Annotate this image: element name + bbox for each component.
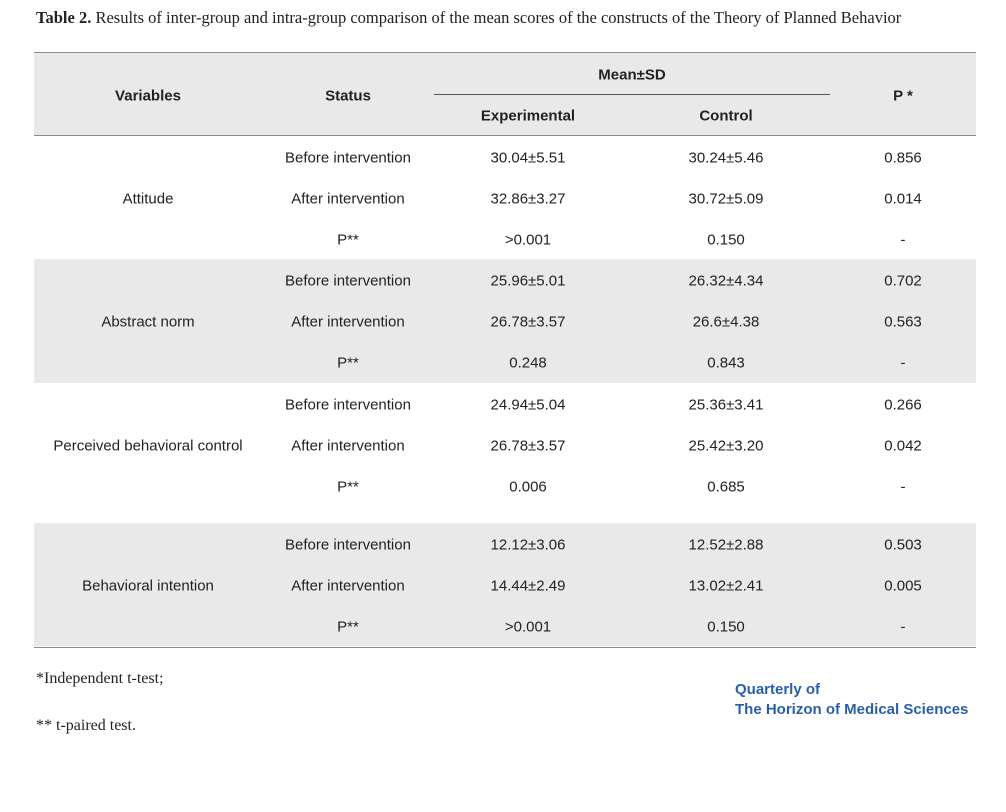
- variable-label: Attitude: [122, 190, 174, 208]
- control-cell: 0.685: [707, 478, 745, 496]
- header-status: Status: [325, 87, 371, 105]
- p-value-cell: 0.014: [884, 190, 922, 208]
- p-value-cell: -: [900, 618, 906, 636]
- p-value-cell: 0.563: [884, 313, 922, 331]
- p-value-cell: 0.266: [884, 396, 922, 414]
- status-cell: After intervention: [291, 313, 405, 331]
- status-cell: Before intervention: [285, 536, 411, 554]
- journal-line-2: The Horizon of Medical Sciences: [735, 701, 969, 718]
- status-cell: Before intervention: [285, 396, 411, 414]
- control-cell: 0.843: [707, 354, 745, 372]
- control-cell: 0.150: [707, 231, 745, 249]
- control-cell: 25.36±3.41: [688, 396, 764, 414]
- control-cell: 12.52±2.88: [688, 536, 764, 554]
- experimental-cell: 25.96±5.01: [490, 272, 566, 290]
- p-value-cell: -: [900, 354, 906, 372]
- variable-label: Perceived behavioral control: [53, 437, 243, 455]
- status-cell: P**: [337, 354, 359, 372]
- experimental-cell: >0.001: [504, 618, 552, 636]
- control-cell: 26.6±4.38: [692, 313, 760, 331]
- p-value-cell: 0.042: [884, 437, 922, 455]
- header-p: P *: [893, 87, 913, 105]
- caption-text: Results of inter-group and intra-group comparison of the mean scores of the constructs of the Theory of Planned Behavior: [91, 8, 902, 27]
- variable-label: Behavioral intention: [82, 577, 214, 595]
- footnote-independent: *Independent t-test;: [36, 670, 164, 687]
- experimental-cell: 26.78±3.57: [490, 313, 566, 331]
- status-cell: Before intervention: [285, 272, 411, 290]
- variable-label: Abstract norm: [101, 313, 195, 331]
- table-caption: [36, 8, 901, 28]
- footnote-paired: ** t-paired test.: [36, 717, 136, 734]
- control-cell: 25.42±3.20: [688, 437, 764, 455]
- header-variables: Variables: [115, 87, 181, 105]
- control-cell: 30.72±5.09: [688, 190, 764, 208]
- p-value-cell: 0.503: [884, 536, 922, 554]
- header-experimental: Experimental: [480, 107, 576, 125]
- control-cell: 13.02±2.41: [688, 577, 764, 595]
- status-cell: Before intervention: [285, 149, 411, 167]
- table-header: [34, 53, 976, 136]
- experimental-cell: 0.006: [509, 478, 547, 496]
- status-cell: P**: [337, 478, 359, 496]
- p-value-cell: 0.005: [884, 577, 922, 595]
- experimental-cell: 30.04±5.51: [490, 149, 566, 167]
- p-value-cell: 0.702: [884, 272, 922, 290]
- experimental-cell: 0.248: [509, 354, 547, 372]
- p-value-cell: 0.856: [884, 149, 922, 167]
- control-cell: 0.150: [707, 618, 745, 636]
- header-mean-sd: Mean±SD: [598, 66, 666, 84]
- control-cell: 30.24±5.46: [688, 149, 764, 167]
- control-cell: 26.32±4.34: [688, 272, 764, 290]
- results-table: [34, 52, 976, 648]
- p-value-cell: -: [900, 478, 906, 496]
- status-cell: After intervention: [291, 437, 405, 455]
- header-divider: [434, 94, 830, 95]
- experimental-cell: 32.86±3.27: [490, 190, 566, 208]
- status-cell: After intervention: [291, 190, 405, 208]
- header-control: Control: [699, 107, 753, 125]
- journal-logo: [735, 680, 968, 720]
- experimental-cell: 24.94±5.04: [490, 396, 566, 414]
- experimental-cell: 12.12±3.06: [490, 536, 566, 554]
- caption-label: Table 2.: [36, 8, 92, 27]
- status-cell: After intervention: [291, 577, 405, 595]
- experimental-cell: 14.44±2.49: [490, 577, 566, 595]
- experimental-cell: >0.001: [504, 231, 552, 249]
- experimental-cell: 26.78±3.57: [490, 437, 566, 455]
- p-value-cell: -: [900, 231, 906, 249]
- journal-line-1: Quarterly of: [735, 681, 821, 698]
- status-cell: P**: [337, 618, 359, 636]
- status-cell: P**: [337, 231, 359, 249]
